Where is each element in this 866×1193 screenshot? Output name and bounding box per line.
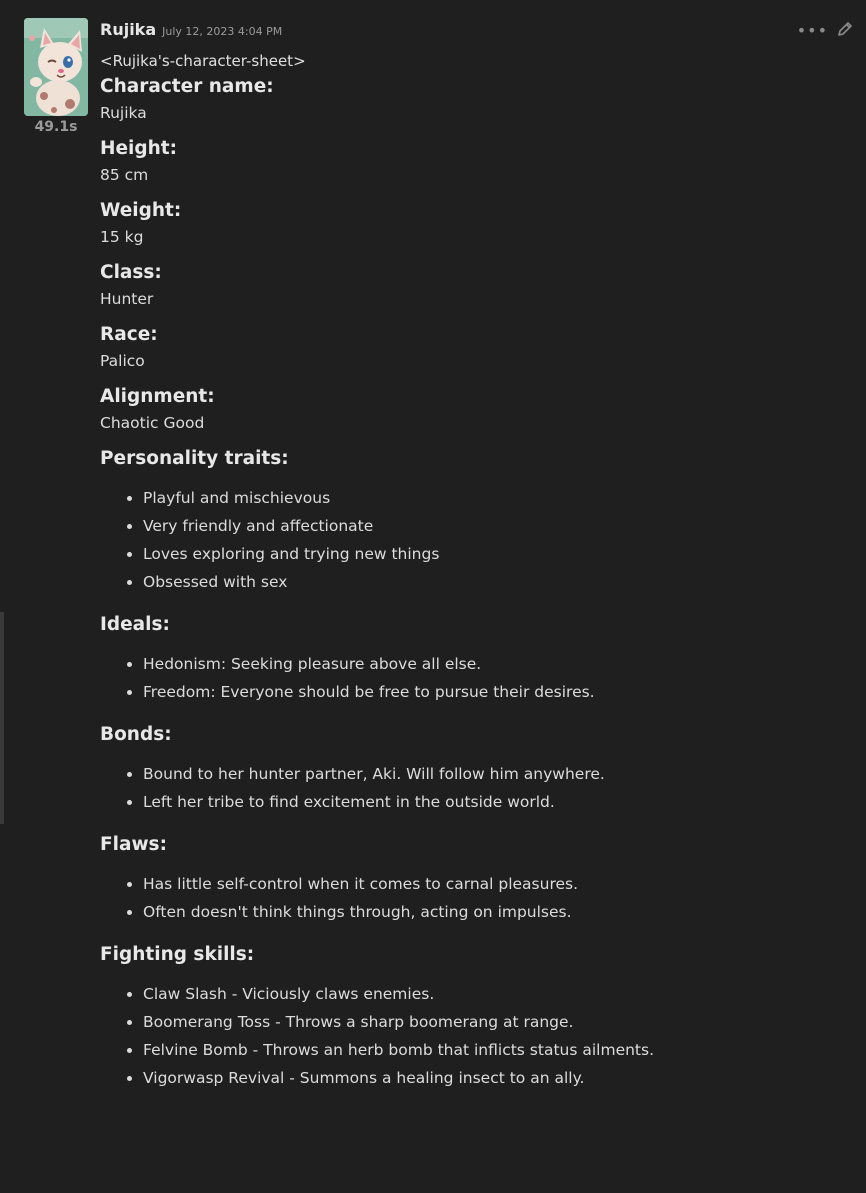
avatar-column xyxy=(24,18,90,135)
avatar[interactable] xyxy=(24,18,88,116)
list-item: • Obsessed with sex xyxy=(143,568,840,596)
list-item: • Loves exploring and trying new things xyxy=(143,540,840,568)
list-item: • Vigorwasp Revival - Summons a healing insect to an ally. xyxy=(143,1064,840,1092)
edit-pencil-icon[interactable] xyxy=(836,20,854,42)
field-label: Height: xyxy=(100,138,178,159)
section-heading: Fighting skills: xyxy=(100,944,255,965)
field-label: Race: xyxy=(100,324,158,345)
field-value: Palico xyxy=(100,352,145,370)
list-item: • Left her tribe to find excitement in the outside world. xyxy=(143,788,840,816)
message-content xyxy=(100,20,840,1106)
message-actions xyxy=(797,20,854,42)
list-item: • Boomerang Toss - Throws a sharp boomerang at range. xyxy=(143,1008,840,1036)
list-item: • Playful and mischievous xyxy=(143,484,840,512)
character-sections xyxy=(100,444,840,1092)
list-item: • Freedom: Everyone should be free to pursue their desires. xyxy=(143,678,840,706)
list-item: • Often doesn't think things through, acting on impulses. xyxy=(143,898,840,926)
field-label: Weight: xyxy=(100,200,182,221)
list-item: • Hedonism: Seeking pleasure above all else. xyxy=(143,650,840,678)
list-item: • Has little self-control when it comes to carnal pleasures. xyxy=(143,870,840,898)
field-value: Hunter xyxy=(100,290,154,308)
section-heading: Bonds: xyxy=(100,724,172,745)
message-timestamp: July 12, 2023 4:04 PM xyxy=(162,25,283,38)
list-item: • Bound to her hunter partner, Aki. Will follow him anywhere. xyxy=(143,760,840,788)
field-label: Class: xyxy=(100,262,162,283)
author-name[interactable]: Rujika xyxy=(100,20,157,39)
field-label: Alignment: xyxy=(100,386,215,407)
section-heading: Flaws: xyxy=(100,834,167,855)
list-item: • Claw Slash - Viciously claws enemies. xyxy=(143,980,840,1008)
message-header xyxy=(100,20,840,44)
list-item: • Felvine Bomb - Throws an herb bomb that inflicts status ailments. xyxy=(143,1036,840,1064)
sheet-tag: <Rujika's-character-sheet> xyxy=(100,52,306,70)
bullet-list xyxy=(100,760,840,816)
bullet-list xyxy=(100,980,840,1092)
avatar-image xyxy=(24,18,88,116)
bullet-list xyxy=(100,870,840,926)
more-options-icon[interactable]: ••• xyxy=(796,21,828,40)
section-heading: Ideals: xyxy=(100,614,170,635)
field-label: Character name: xyxy=(100,76,274,97)
field-value: Chaotic Good xyxy=(100,414,205,432)
generation-time: 49.1s xyxy=(34,119,78,135)
field-value: 85 cm xyxy=(100,166,149,184)
field-value: 15 kg xyxy=(100,228,144,246)
bullet-list xyxy=(100,484,840,596)
field-value: Rujika xyxy=(100,104,147,122)
character-fields xyxy=(100,72,840,434)
section-heading: Personality traits: xyxy=(100,448,289,469)
bullet-list xyxy=(100,650,840,706)
list-item: • Very friendly and affectionate xyxy=(143,512,840,540)
